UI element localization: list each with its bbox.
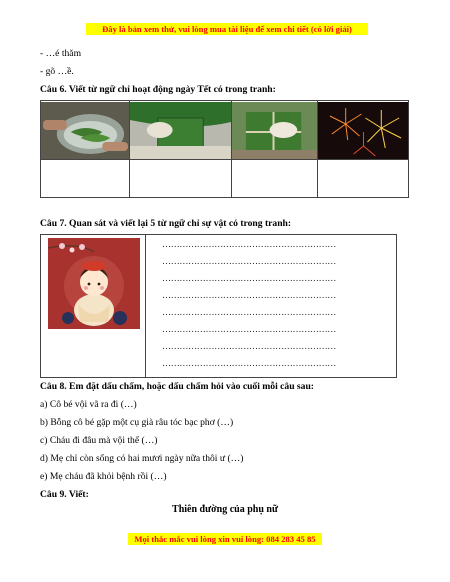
intro-line-1: - …é thăm xyxy=(40,48,82,59)
preview-banner: Đây là bản xem thử, vui lòng mua tài liệu để xem chi tiết (có lời giải) xyxy=(86,23,368,35)
q6-image-cell-4 xyxy=(318,101,409,160)
q7-answer-line-4[interactable]: …………………………………………………… xyxy=(162,290,337,300)
q7-answer-line-1[interactable]: …………………………………………………… xyxy=(162,239,337,249)
q7-answer-line-3[interactable]: …………………………………………………… xyxy=(162,273,337,283)
fireworks-photo xyxy=(318,102,408,159)
question-6-table xyxy=(40,100,409,198)
q7-answer-line-6[interactable]: …………………………………………………… xyxy=(162,324,337,334)
q7-answer-line-7[interactable]: …………………………………………………… xyxy=(162,341,337,351)
question-8-title: Câu 8. Em đặt dấu chấm, hoặc dấu chấm hỏi vào cuối mỗi câu sau: xyxy=(40,381,314,392)
q8-item-c: c) Cháu đi đâu mà vội thế (…) xyxy=(40,435,158,446)
question-7-title: Câu 7. Quan sát và viết lại 5 từ ngữ chỉ sự vật có trong tranh: xyxy=(40,218,292,229)
washing-leaves-photo xyxy=(41,102,129,159)
question-7-divider xyxy=(145,235,146,377)
q6-answer-cell-4[interactable] xyxy=(318,160,409,198)
tet-girl-illustration xyxy=(48,238,140,329)
question-9-title: Câu 9. Viết: xyxy=(40,489,89,500)
q7-answer-line-2[interactable]: …………………………………………………… xyxy=(162,256,337,266)
q8-item-a: a) Cô bé vội vã ra đi (…) xyxy=(40,399,137,410)
q6-answer-cell-1[interactable] xyxy=(41,160,130,198)
q6-image-cell-2 xyxy=(130,101,232,160)
q6-image-cell-1 xyxy=(41,101,130,160)
q8-item-b: b) Bỗng cô bé gặp một cụ già râu tóc bạc phơ (…) xyxy=(40,417,234,428)
q7-answer-line-5[interactable]: …………………………………………………… xyxy=(162,307,337,317)
contact-banner: Mọi thắc mắc vui lòng xin vui lòng: 084 283 45 85 xyxy=(128,533,322,545)
question-7-box xyxy=(40,234,397,378)
tying-banh-chung-photo xyxy=(232,102,317,159)
q6-image-cell-3 xyxy=(232,101,318,160)
q8-item-e: e) Mẹ cháu đã khỏi bệnh rồi (…) xyxy=(40,471,167,482)
intro-line-2: - gõ …ề. xyxy=(40,66,74,77)
q7-answer-line-8[interactable]: …………………………………………………… xyxy=(162,358,337,368)
q6-answer-cell-3[interactable] xyxy=(232,160,318,198)
q8-item-d: d) Mẹ chỉ còn sống có hai mươi ngày nữa thôi ư (…) xyxy=(40,453,244,464)
wrapping-banh-chung-photo xyxy=(130,102,231,159)
question-9-subtitle: Thiên đường của phụ nữ xyxy=(172,504,278,515)
q6-answer-cell-2[interactable] xyxy=(130,160,232,198)
question-6-title: Câu 6. Viết từ ngữ chỉ hoạt động ngày Tết có trong tranh: xyxy=(40,84,276,95)
